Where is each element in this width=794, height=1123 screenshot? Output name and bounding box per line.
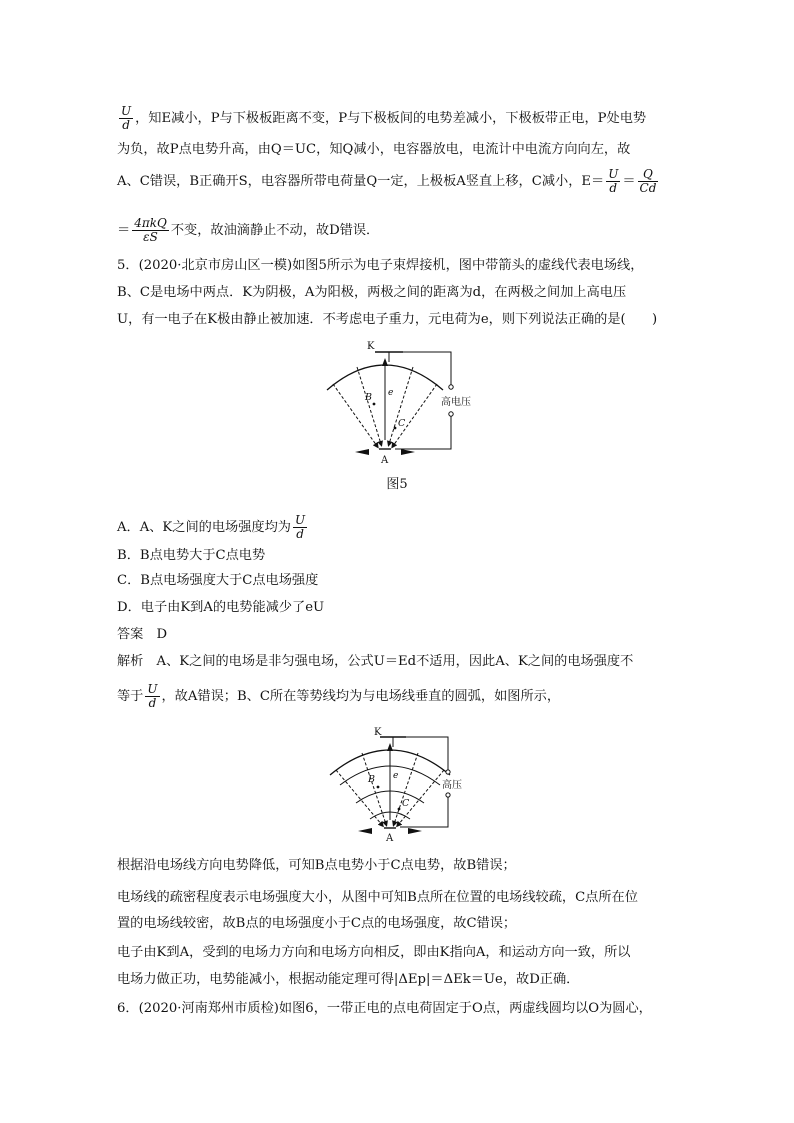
label-k: K (367, 341, 375, 352)
figure-5-caption: 图5 (386, 477, 408, 492)
fraction-u-over-d: $\frac{U}{d}$ (121, 104, 132, 132)
answer-line: 答案 D (117, 627, 168, 642)
analysis-line-3: 根据沿电场线方向电势降低，可知B点电势小于C点电势，故B错误； (117, 858, 516, 873)
analysis-line-2: 等于 $\frac{U}{d}$ ，故A错误；B、C所在等势线均为与电场线垂直的圆弧，如图所示， (117, 682, 561, 710)
analysis-line-5: 置的电场线较密，故B点的电场强度小于C点的电场强度，故C错误； (117, 916, 517, 931)
fraction-u-over-d: $\frac{U}{d}$ (147, 682, 158, 710)
point-c (394, 427, 397, 430)
option-d: D．电子由K到A的电势能减少了eU (117, 600, 325, 615)
label-a: A (386, 833, 394, 843)
option-c: C．B点电场强度大于C点电场强度 (117, 573, 319, 588)
prev-line-1: $\frac{U}{d}$ ，知E减小，P与下极板距离不变，P与下极板间的电势差减小，下极板带正电，P处电势 (121, 104, 647, 132)
anode-right (401, 449, 415, 455)
label-e: e (393, 771, 399, 781)
fraction-u-over-d: $\frac{U}{d}$ (294, 513, 306, 541)
q5-line-2: B、C是电场中两点．K为阴极，A为阳极，两极之间的距离为d，在两极之间加上高电压 (117, 285, 627, 300)
field-line (389, 367, 413, 444)
label-k: K (374, 727, 382, 738)
fraction-u-over-d: $\frac{U}{d}$ (608, 167, 619, 195)
option-b: B．B点电势大于C点电势 (117, 548, 266, 563)
label-b: B (365, 392, 372, 403)
label-c: C (398, 418, 406, 429)
label-high-voltage: 高压 (442, 780, 462, 791)
analysis-line-1: 解析 A、K之间的电场是非匀强电场，公式U＝Ed不适用，因此A、K之间的电场强度不 (117, 654, 634, 669)
q5-line-3: U，有一电子在K极由静止被加速．不考虑电子重力，元电荷为e，则下列说法正确的是( ) (117, 312, 658, 327)
analysis-line-4: 电场线的疏密程度表示电场强度大小，从图中可知B点所在位置的电场线较疏，C点所在位 (117, 890, 638, 905)
label-a: A (381, 455, 389, 466)
point-b (373, 403, 376, 406)
label-b: B (368, 774, 375, 785)
prev-line-3: A、C错误，B正确开S，电容器所带电荷量Q一定，上极板A竖直上移，C减小，E＝ $\frac{U}{d}$ ＝ $\frac{Q}{Cd}$ (117, 167, 657, 195)
prev-line-2: 为负，故P点电势升高，由Q＝UC，知Q减小，电容器放电，电流计中电流方向向左，故 (117, 142, 631, 157)
option-a: A．A、K之间的电场强度均为 $\frac{U}{d}$ (117, 513, 306, 541)
analysis-line-7: 电场力做正功，电势能减小，根据动能定理可得|ΔEp|＝ΔEk＝Ue，故D正确． (117, 972, 580, 987)
fraction-4pikq-over-es: $\frac{\text{4πkQ}}{\varepsilon S}$ (134, 216, 167, 244)
analysis-figure-equipotential (322, 725, 482, 843)
figure-5-electron-beam-welder (315, 336, 485, 466)
q6-line-1: 6．(2020·河南郑州市质检)如图6，一带正电的点电荷固定于O点，两虚线圆均以O为圆心， (117, 1001, 652, 1016)
field-line (393, 384, 437, 446)
label-c: C (402, 798, 410, 809)
label-high-voltage: 高电压 (441, 397, 471, 408)
prev-line-4: ＝ $\frac{\text{4πkQ}}{\varepsilon S}$ 不变，故油滴静止不动，故D错误． (117, 216, 380, 244)
fraction-q-over-cd: $\frac{Q}{Cd}$ (639, 167, 657, 195)
label-e: e (388, 388, 394, 398)
anode-left (355, 449, 369, 455)
analysis-line-6: 电子由K到A，受到的电场力方向和电场方向相反，即由K指向A，和运动方向一致，所以 (117, 945, 631, 960)
field-line (357, 367, 381, 444)
q5-line-1: 5．(2020·北京市房山区一模)如图5所示为电子束焊接机，图中带箭头的虚线代表电场线， (117, 258, 644, 273)
